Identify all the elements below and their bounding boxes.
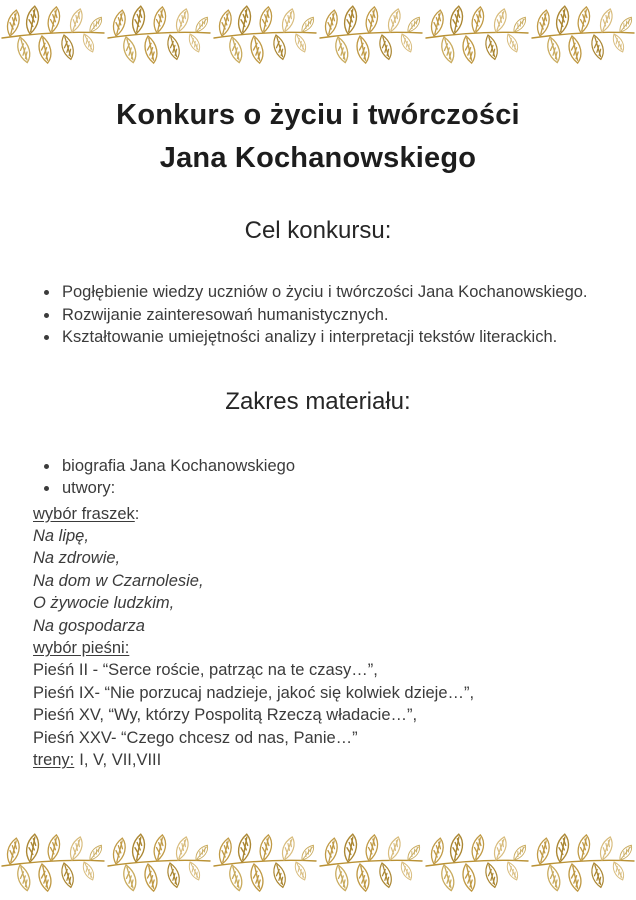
title-line-1: Konkurs o życiu i twórczości xyxy=(116,99,520,131)
page-title xyxy=(0,0,636,180)
treny-label: treny: xyxy=(33,750,75,769)
treny-value: I, V, VII,VIII xyxy=(79,750,162,769)
piesn-item: Pieśń XXV- “Czego chcesz od nas, Panie…” xyxy=(33,728,358,747)
list-item: • Kształtowanie umiejętności analizy i interpretacji tekstów literackich. xyxy=(60,326,636,349)
fraszki-label-line xyxy=(33,503,636,525)
gold-leaf-branch-icon xyxy=(0,832,636,894)
section-heading-goal: Cel konkursu: xyxy=(244,217,392,244)
works-list xyxy=(33,503,636,772)
gold-leaf-border-bottom xyxy=(0,832,636,894)
piesn-item: Pieśń XV, “Wy, którzy Pospolitą Rzeczą władacie…”, xyxy=(33,706,418,725)
piesni-label: wybór pieśni: xyxy=(33,638,130,657)
list-item: • Pogłębienie wiedzy uczniów o życiu i twórczości Jana Kochanowskiego. xyxy=(60,281,636,304)
piesn-item: Pieśń II - “Serce roście, patrząc na te czasy…”, xyxy=(33,661,378,680)
goal-list xyxy=(0,281,636,349)
title-line-2: Jana Kochanowskiego xyxy=(159,142,477,174)
fraszka-item: Na gospodarza xyxy=(33,616,145,635)
list-item: • utwory: xyxy=(60,477,636,500)
list-item: • biografia Jana Kochanowskiego xyxy=(60,455,636,478)
piesn-item: Pieśń IX- “Nie porzucaj nadzieje, jakoć się kolwiek dzieje…”, xyxy=(33,683,475,702)
fraszki-label: wybór fraszek xyxy=(33,504,135,523)
fraszka-item: Na zdrowie, xyxy=(33,549,121,568)
list-item: • Rozwijanie zainteresowań humanistycznych. xyxy=(60,304,636,327)
fraszka-item: Na dom w Czarnolesie, xyxy=(33,571,204,590)
treny-line xyxy=(33,749,636,771)
fraszka-item: O żywocie ludzkim, xyxy=(33,594,175,613)
piesni-label-line xyxy=(33,637,636,659)
scope-list xyxy=(0,455,636,500)
fraszki-colon: : xyxy=(134,504,140,523)
fraszka-item: Na lipę, xyxy=(33,526,89,545)
section-heading-scope: Zakres materiału: xyxy=(225,387,411,415)
